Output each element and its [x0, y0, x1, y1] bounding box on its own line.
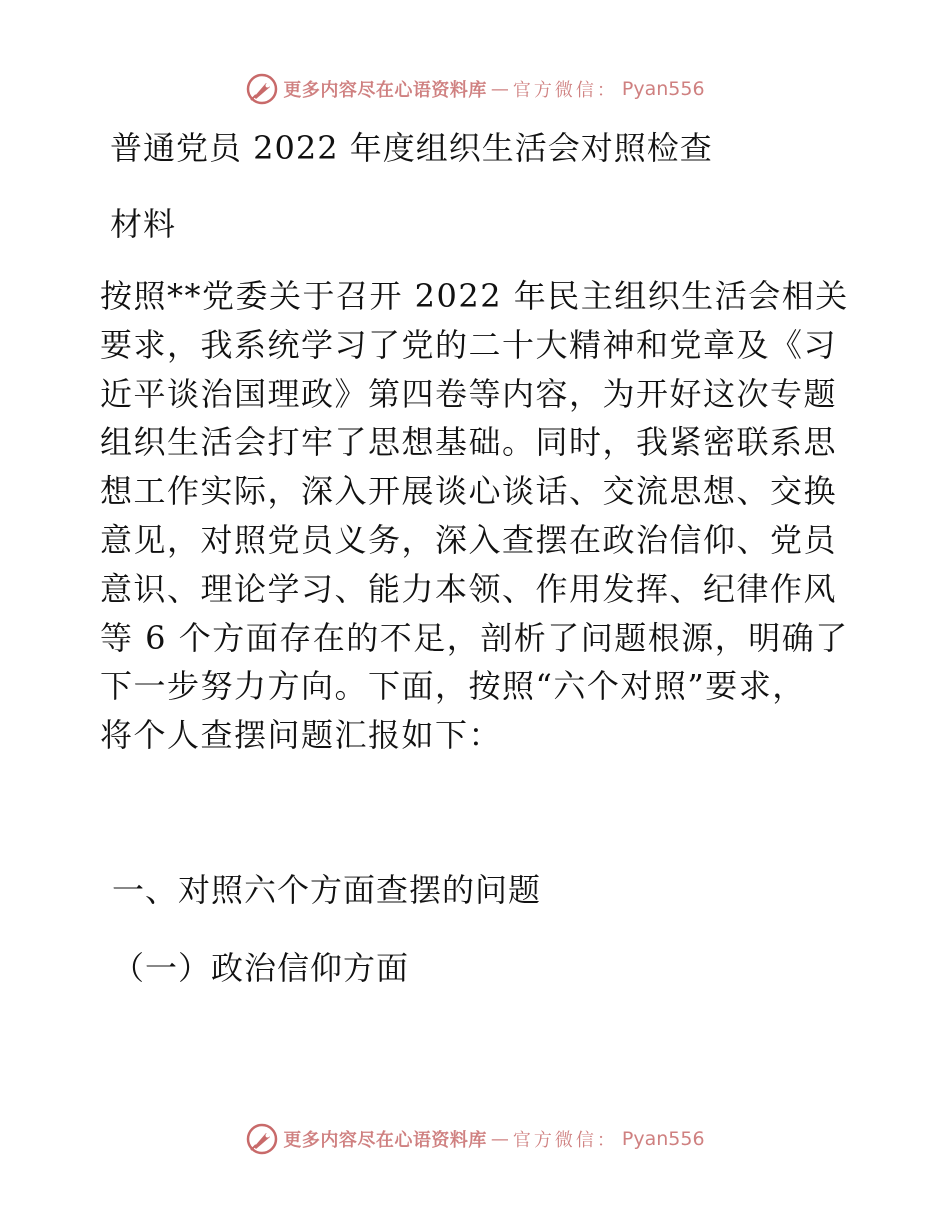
paragraph-line: 要求，我系统学习了党的二十大精神和党章及《习 — [100, 325, 838, 364]
document-title: 普通党员 2022 年度组织生活会对照检查 — [110, 129, 713, 167]
watermark-id: Pyan556 — [621, 1128, 705, 1150]
paragraph-line: 意识、理论学习、能力本领、作用发挥、纪律作风 — [100, 569, 838, 608]
paragraph-line: 等 6 个方面存在的不足，剖析了问题根源，明确了 — [100, 618, 849, 657]
paragraph-line: 按照**党委关于召开 2022 年民主组织生活会相关 — [100, 277, 849, 315]
watermark-header — [0, 72, 950, 106]
watermark-site-text: 更多内容尽在心语资料库 — [283, 80, 487, 101]
watermark-dash: — — [490, 78, 509, 100]
paragraph-line: 下一步努力方向。下面，按照“六个对照”要求， — [100, 667, 806, 706]
watermark-label: 官方微信： — [512, 1130, 618, 1151]
pen-nib-logo-icon — [245, 1122, 279, 1156]
watermark-site-text: 更多内容尽在心语资料库 — [283, 1130, 487, 1151]
body-paragraph — [100, 272, 860, 760]
watermark-dash: — — [490, 1128, 509, 1150]
watermark-label: 官方微信： — [512, 80, 618, 101]
paragraph-line: 近平谈治国理政》第四卷等内容，为开好这次专题 — [100, 374, 838, 413]
paragraph-line: 组织生活会打牢了思想基础。同时，我紧密联系思 — [100, 423, 838, 462]
subsection-heading: （一）政治信仰方面 — [112, 949, 410, 987]
section-heading: 一、对照六个方面查摆的问题 — [112, 871, 542, 909]
paragraph-line: 意见，对照党员义务，深入查摆在政治信仰、党员 — [100, 520, 838, 559]
watermark-footer — [0, 1122, 950, 1156]
paragraph-line: 想工作实际，深入开展谈心谈话、交流思想、交换 — [100, 472, 838, 511]
document-title-continued: 材料 — [110, 205, 177, 243]
watermark-id: Pyan556 — [621, 78, 705, 100]
pen-nib-logo-icon — [245, 72, 279, 106]
paragraph-line: 将个人查摆问题汇报如下： — [100, 716, 503, 755]
